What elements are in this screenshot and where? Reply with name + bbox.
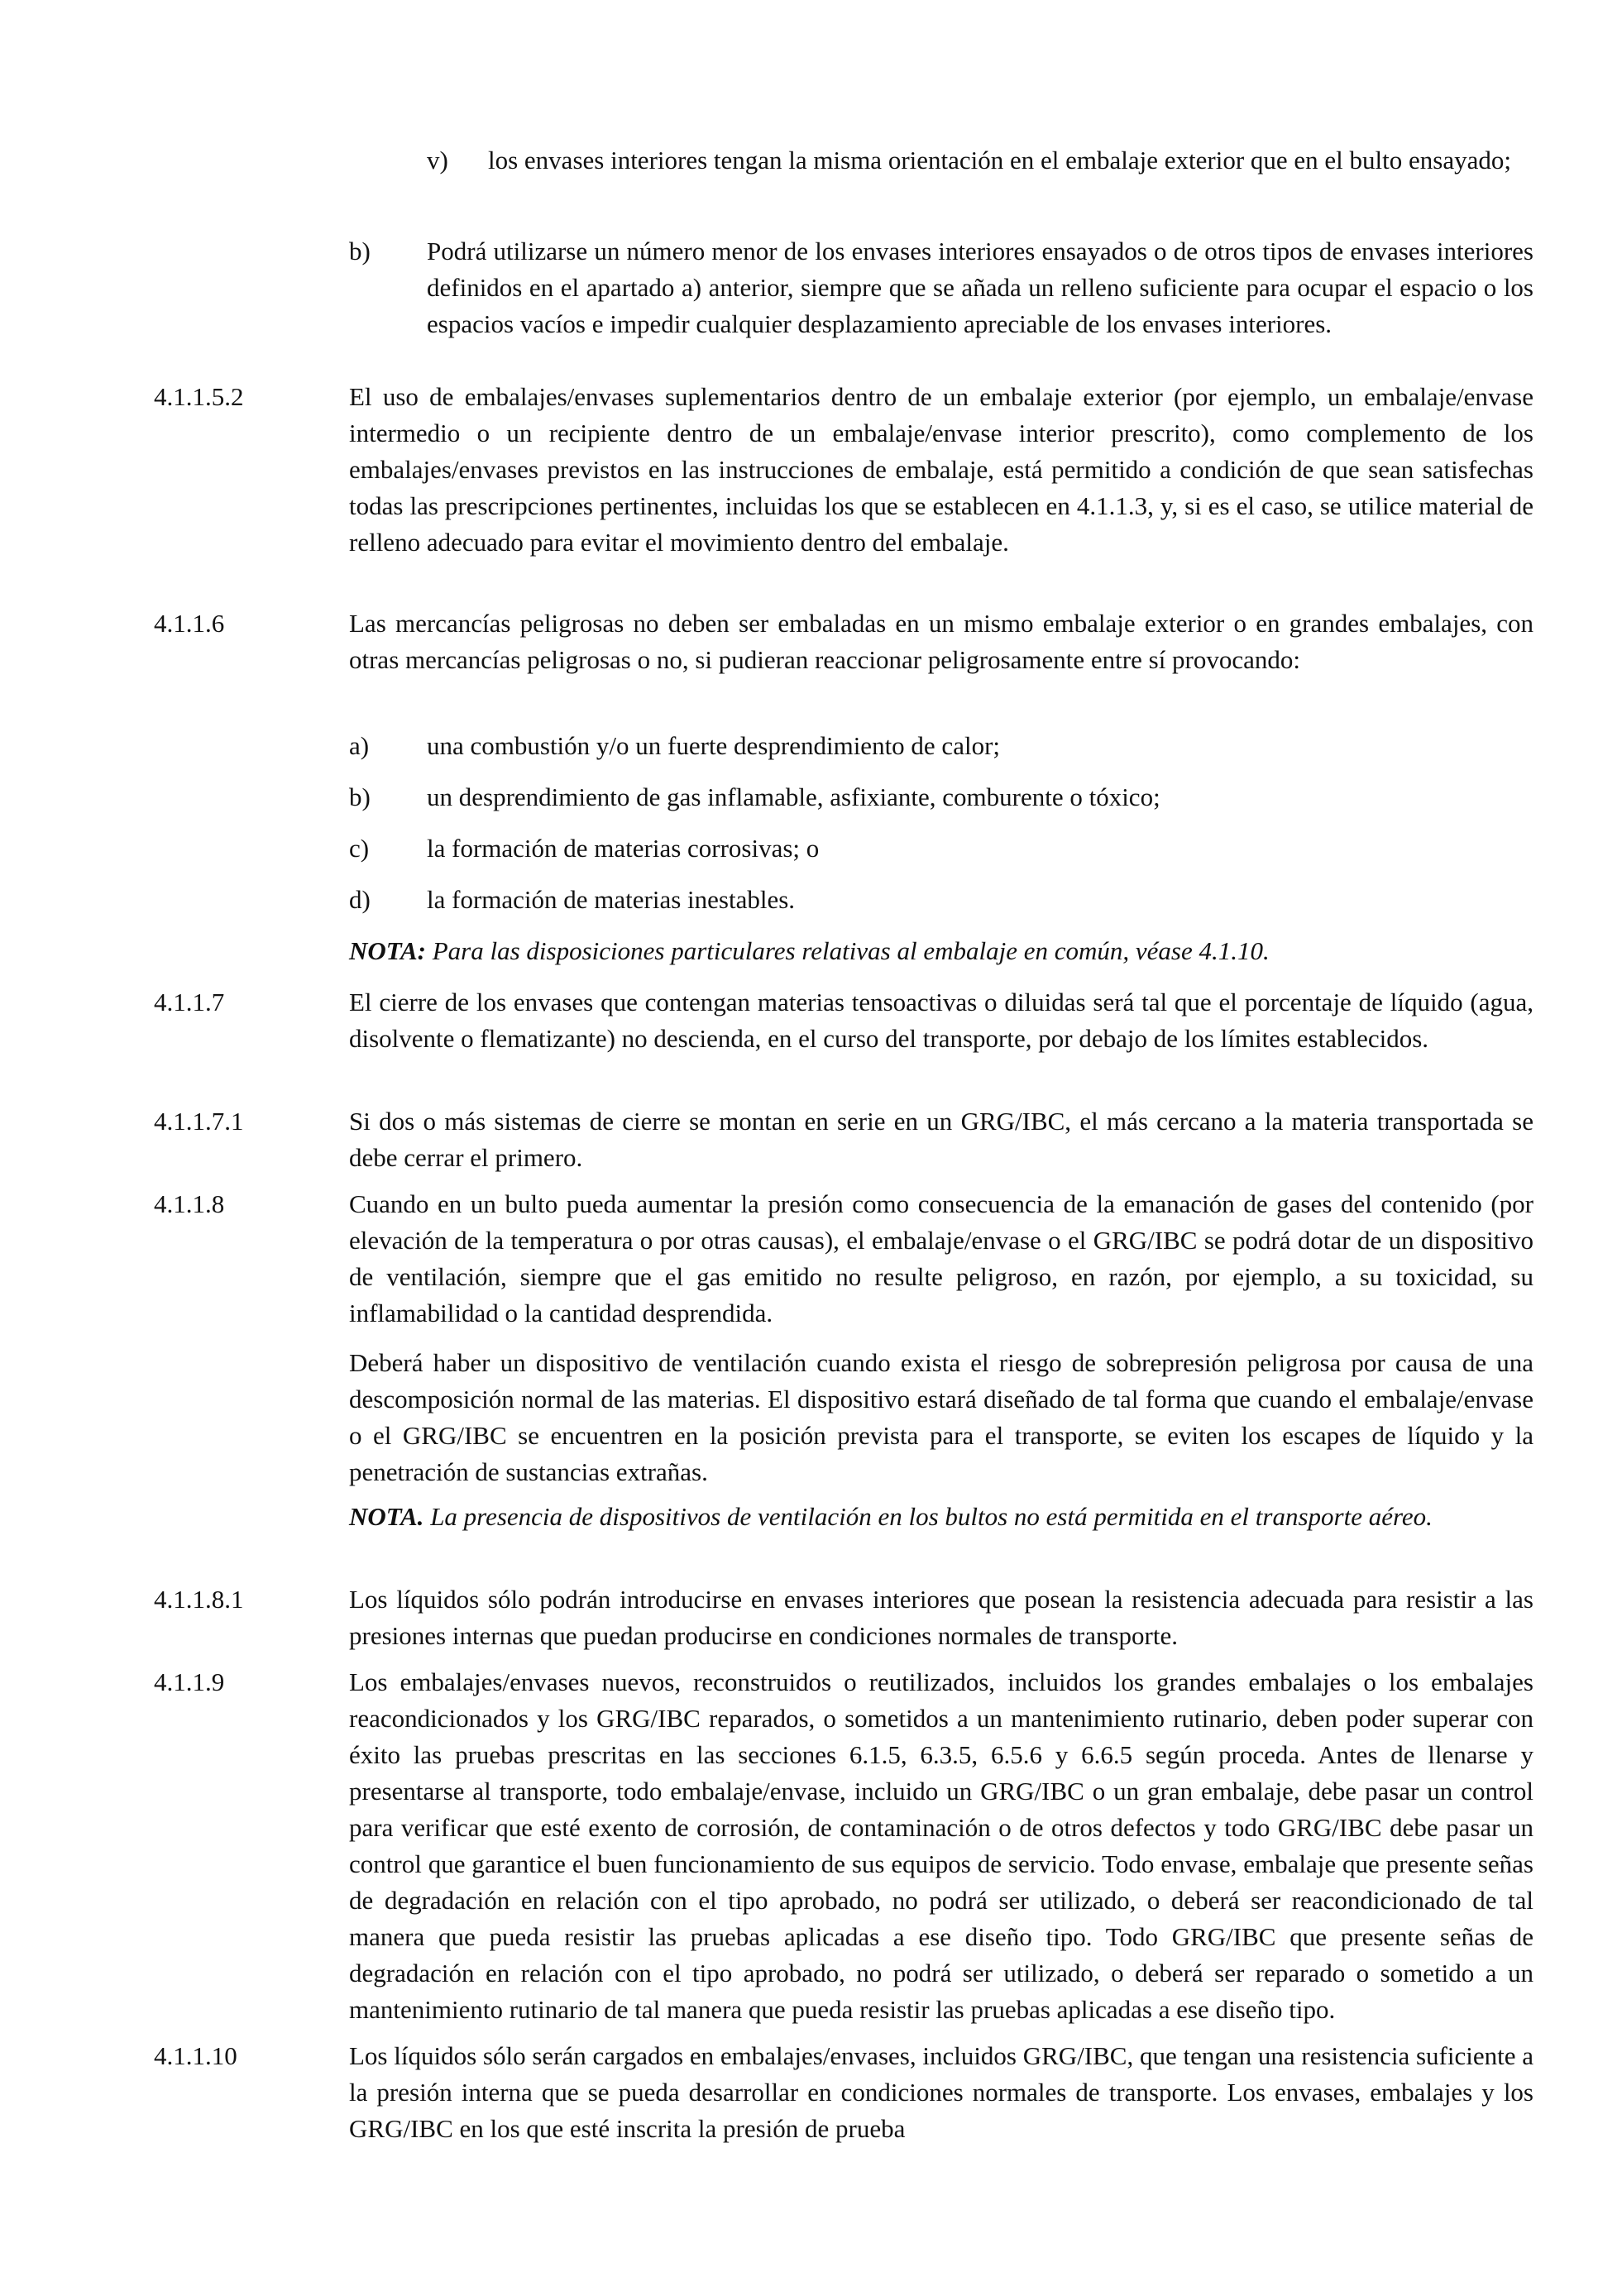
list-item-label: d)	[349, 885, 371, 914]
list-item-text: los envases interiores tengan la misma orientación en el embalaje exterior que en el bulto ensayado;	[488, 146, 1511, 175]
list-item-text: una combustión y/o un fuerte desprendimiento de calor;	[427, 731, 1001, 760]
section-number: 4.1.1.9	[154, 1667, 225, 1696]
section-paragraph: Los líquidos sólo serán cargados en embalajes/envases, incluidos GRG/IBC, que tengan una resistencia suficiente a la presión interna que se pueda desarrollar en condiciones normales de transporte. Los envases, embalajes y los GRG/IBC en los que esté inscrita la presión de prueba	[349, 2041, 1533, 2143]
section-number: 4.1.1.8.1	[154, 1585, 244, 1614]
section-number: 4.1.1.5.2	[154, 382, 244, 411]
section-number: 4.1.1.7.1	[154, 1107, 244, 1136]
section-paragraph: El uso de embalajes/envases suplementarios dentro de un embalaje exterior (por ejemplo, un embalaje/envase intermedio o un recipiente dentro de un embalaje/envase interior prescrito), como complemento de los embalajes/envases previstos en las instrucciones de embalaje, está permitido a condición de que sean satisfechas todas las prescripciones pertinentes, incluidas los que se establecen en 4.1.1.3, y, si es el caso, se utilice material de relleno adecuado para evitar el movimiento dentro del embalaje.	[349, 382, 1533, 557]
list-item-text: Podrá utilizarse un número menor de los envases interiores ensayados o de otros tipos de envases interiores definidos en el apartado a) anterior, siempre que se añada un relleno suficiente para ocupar el espacio o los espacios vacíos e impedir cualquier desplazamiento apreciable de los envases interiores.	[427, 237, 1533, 338]
note-label: NOTA:	[349, 936, 426, 965]
note-text: Para las disposiciones particulares relativas al embalaje en común, véase 4.1.10.	[432, 936, 1270, 965]
list-item-text: la formación de materias inestables.	[427, 885, 796, 914]
note-label: NOTA.	[349, 1502, 424, 1531]
section-paragraph: Cuando en un bulto pueda aumentar la presión como consecuencia de la emanación de gases del contenido (por elevación de la temperatura o por otras causas), el embalaje/envase o el GRG/IBC se podrá dotar de un dispositivo de ventilación, siempre que el gas emitido no resulte peligroso, en razón, por ejemplo, a su toxicidad, su inflamabilidad o la cantidad desprendida.	[349, 1189, 1533, 1327]
note	[349, 1499, 1533, 1535]
section-number: 4.1.1.8	[154, 1189, 225, 1218]
section-paragraph: Las mercancías peligrosas no deben ser embaladas en un mismo embalaje exterior o en grandes embalajes, con otras mercancías peligrosas o no, si pudieran reaccionar peligrosamente entre sí provocando:	[349, 609, 1533, 674]
list-item-text: un desprendimiento de gas inflamable, asfixiante, comburente o tóxico;	[427, 782, 1160, 811]
list-item-label: v)	[427, 146, 448, 175]
note-text: La presencia de dispositivos de ventilación en los bultos no está permitida en el transporte aéreo.	[430, 1502, 1433, 1531]
section-paragraph: Si dos o más sistemas de cierre se montan en serie en un GRG/IBC, el más cercano a la materia transportada se debe cerrar el primero.	[349, 1107, 1533, 1172]
list-item-label: a)	[349, 731, 370, 760]
section-number: 4.1.1.10	[154, 2041, 237, 2070]
list-item-label: c)	[349, 834, 370, 863]
list-item-label: b)	[349, 782, 371, 811]
section-paragraph: Deberá haber un dispositivo de ventilación cuando exista el riesgo de sobrepresión peligrosa por causa de una descomposición normal de las materias. El dispositivo estará diseñado de tal forma que cuando el embalaje/envase o el GRG/IBC se encuentren en la posición prevista para el transporte, se eviten los escapes de líquido y la penetración de sustancias extrañas.	[349, 1348, 1533, 1486]
section-paragraph: El cierre de los envases que contengan materias tensoactivas o diluidas será tal que el porcentaje de líquido (agua, disolvente o flematizante) no descienda, en el curso del transporte, por debajo de los límites establecidos.	[349, 988, 1533, 1053]
list-item-label: b)	[349, 237, 371, 265]
section-number: 4.1.1.7	[154, 988, 225, 1016]
list-item-text: la formación de materias corrosivas; o	[427, 834, 820, 863]
section-paragraph: Los embalajes/envases nuevos, reconstruidos o reutilizados, incluidos los grandes embalajes o los embalajes reacondicionados y los GRG/IBC reparados, o sometidos a un mantenimiento rutinario, deben poder superar con éxito las pruebas prescritas en las secciones 6.1.5, 6.3.5, 6.5.6 y 6.6.5 según proceda. Antes de llenarse y presentarse al transporte, todo embalaje/envase, incluido un GRG/IBC o un gran embalaje, debe pasar un control para verificar que esté exento de corrosión, de contaminación o de otros defectos y todo GRG/IBC debe pasar un control que garantice el buen funcionamiento de sus equipos de servicio. Todo envase, embalaje que presente señas de degradación en relación con el tipo aprobado, no podrá ser utilizado, o deberá ser reacondicionado de tal manera que pueda resistir las pruebas aplicadas a ese diseño tipo. Todo GRG/IBC que presente señas de degradación en relación con el tipo aprobado, no podrá ser utilizado, o deberá ser reparado o sometido a un mantenimiento rutinario de tal manera que pueda resistir las pruebas aplicadas a ese diseño tipo.	[349, 1667, 1533, 2024]
section-number: 4.1.1.6	[154, 609, 225, 638]
section-paragraph: Los líquidos sólo podrán introducirse en envases interiores que posean la resistencia adecuada para resistir a las presiones internas que puedan producirse en condiciones normales de transporte.	[349, 1585, 1533, 1650]
note	[349, 933, 1533, 969]
